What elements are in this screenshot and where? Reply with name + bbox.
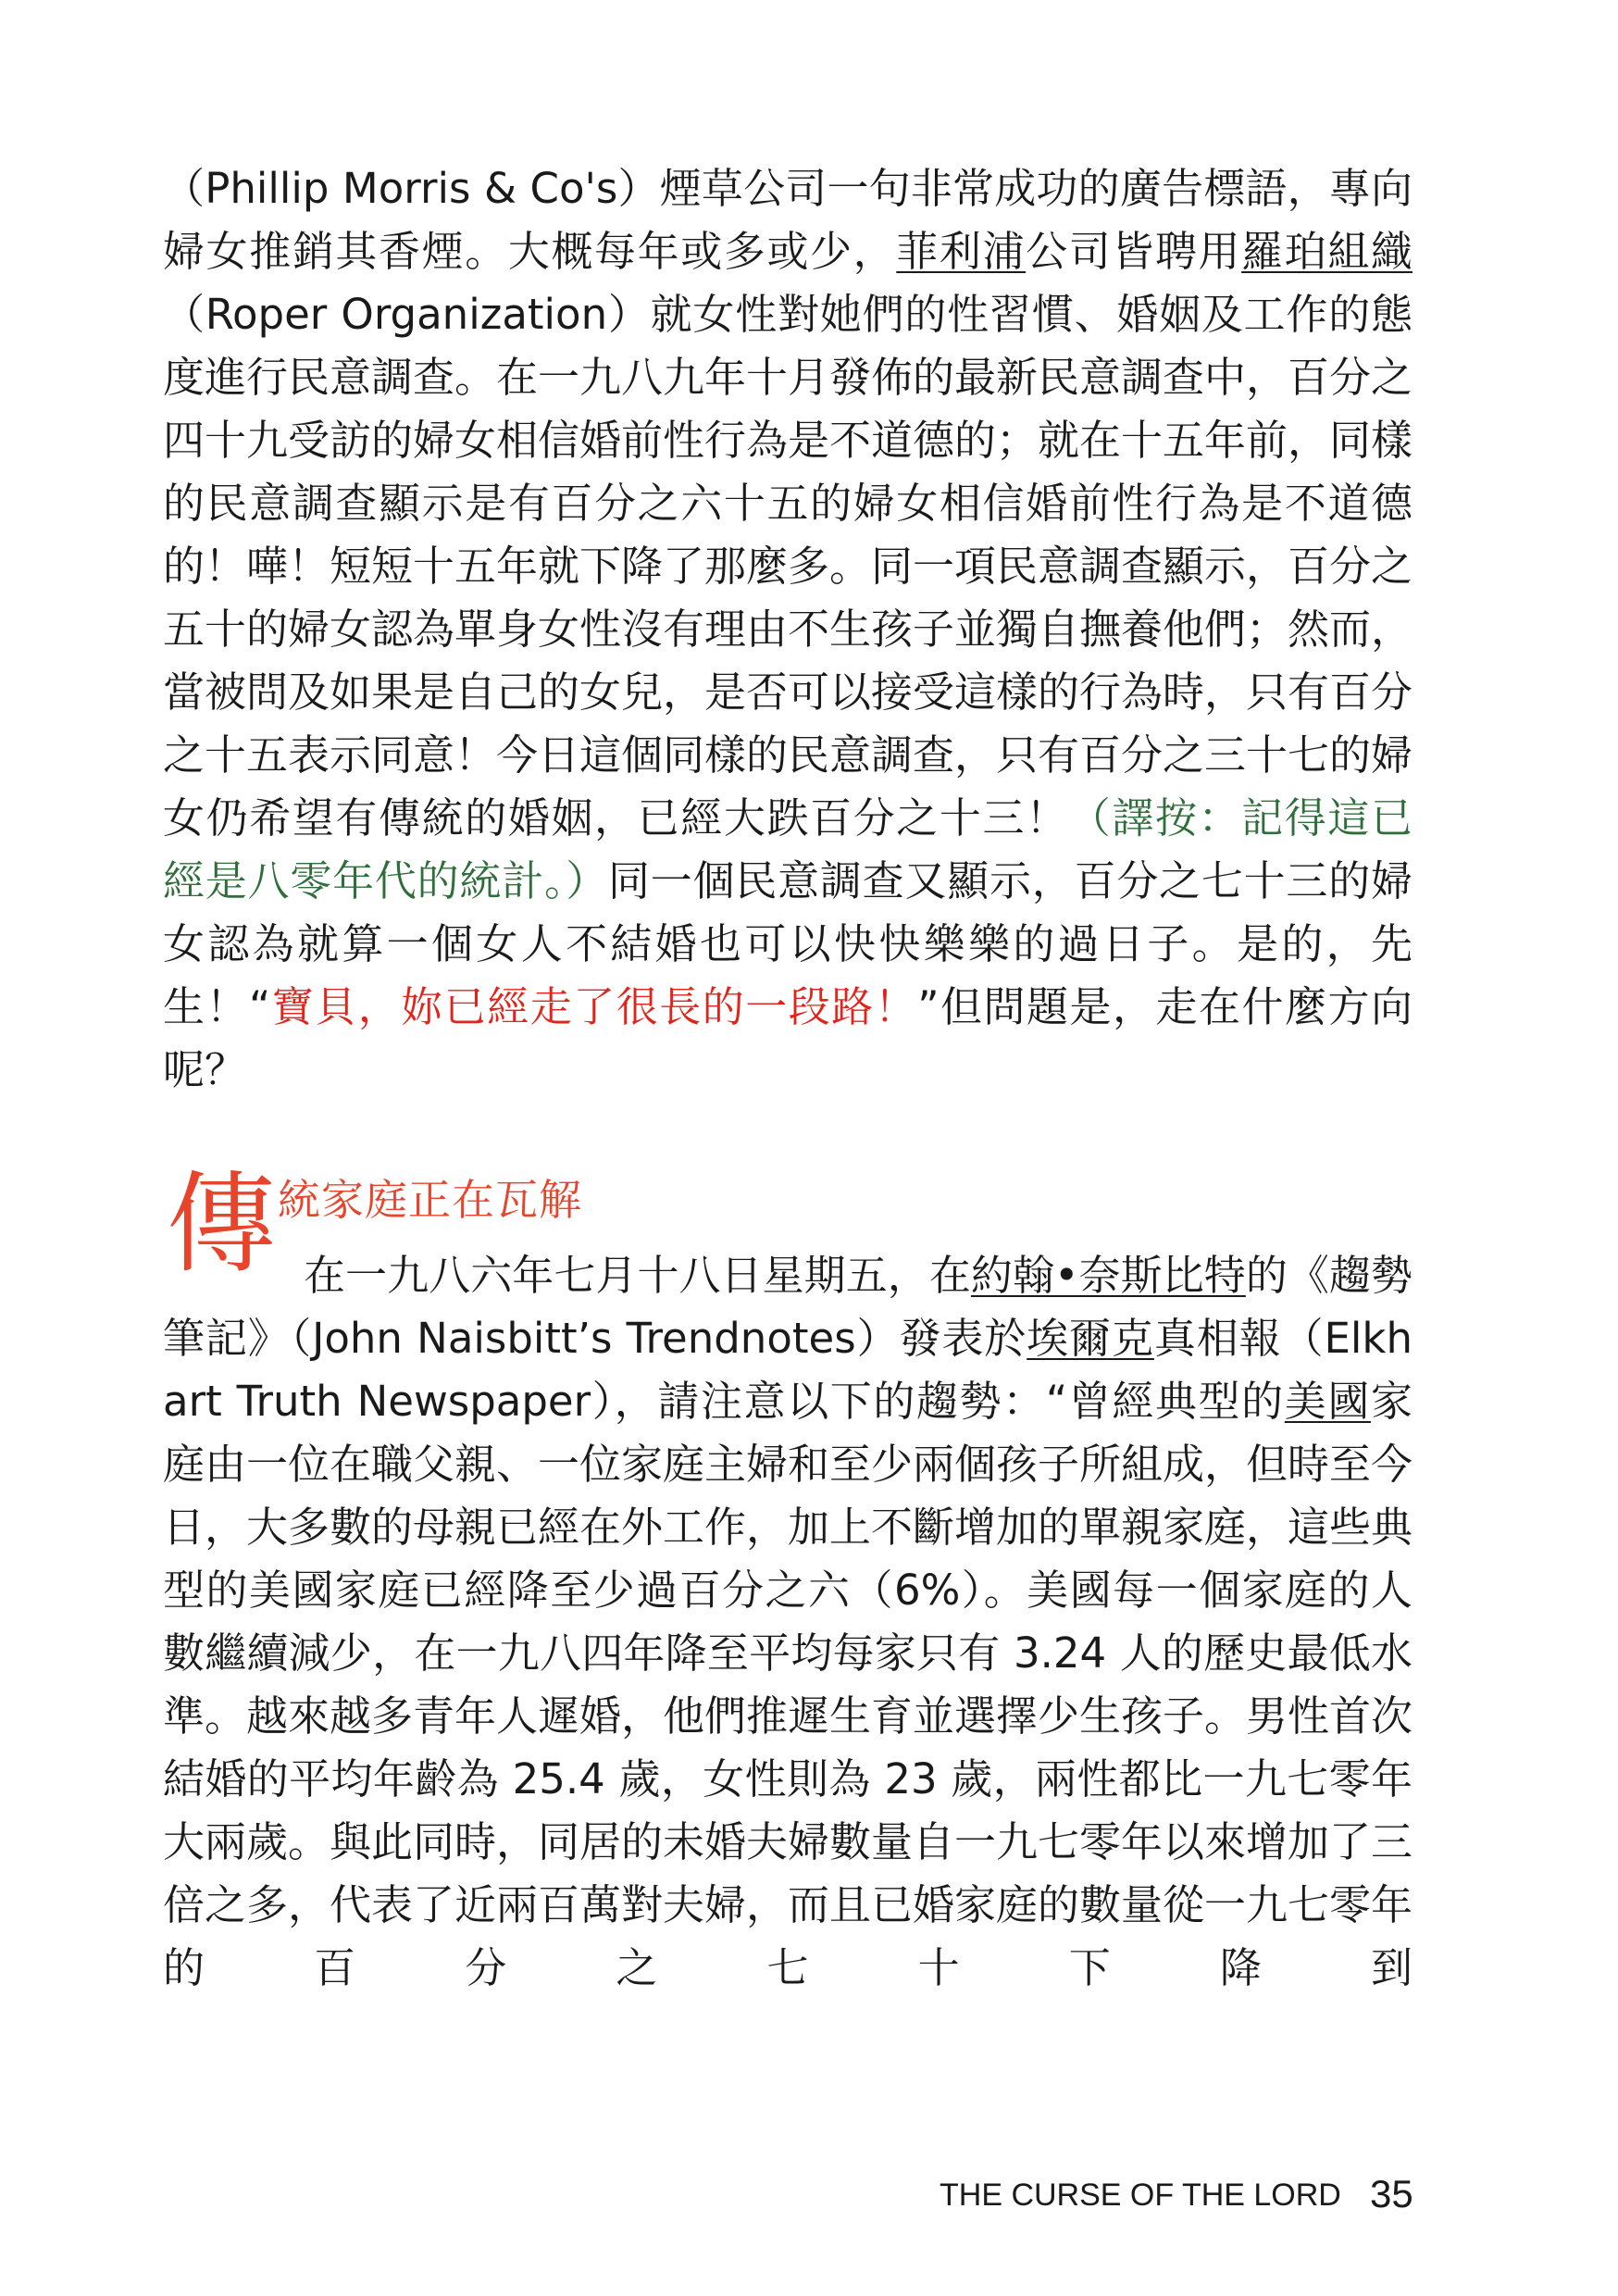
body-paragraph-1 bbox=[163, 157, 1413, 1102]
underlined-name: 埃爾克 bbox=[1027, 1314, 1154, 1363]
text-run: 真相報（Elkhart Truth Newspaper），請注意以下的趨勢：“曾經典型的 bbox=[163, 1314, 1413, 1426]
page-number: 35 bbox=[1370, 2172, 1413, 2215]
running-title: THE CURSE OF THE LORD bbox=[940, 2177, 1341, 2213]
text-run: 的《趨勢筆記》（John Naisbitt’s Trendnotes）發表於 bbox=[163, 1251, 1413, 1363]
text-run: 公司皆聘用 bbox=[1026, 227, 1242, 276]
text-run: 同一個民意調查又顯示，百分之七十三的婦女認為就算一個女人不結婚也可以快快樂樂的過日子。是的，先生！“ bbox=[163, 856, 1413, 1031]
text-run: （Roper Organization）就女性對她們的性習慣、婚姻及工作的態度進行民意調查。在一九八九年十月發佈的最新民意調查中，百分之四十九受訪的婦女相信婚前性行為是不道德的；就在十五年前，同樣的民意調查顯示是有百分之六十五的婦女相信婚前性行為是不道德的！嘩！短短十五年就下降了那麼多。同一項民意調查顯示，百分之五十的婦女認為單身女性沒有理由不生孩子並獨自撫養他們；然而，當被問及如果是自己的女兒，是否可以接受這樣的行為時，只有百分之十五表示同意！今日這個同樣的民意調查，只有百分之三十七的婦女仍希望有傳統的婚姻，已經大跌百分之十三！ bbox=[163, 290, 1413, 842]
body-paragraph-2 bbox=[163, 1244, 1413, 2000]
text-run: （Phillip Morris & Co's）煙草公司一句非常成功的廣告標語，專向婦女推銷其香煙。大概每年或多或少， bbox=[163, 164, 1413, 276]
underlined-name: 美國 bbox=[1284, 1377, 1371, 1426]
underlined-name: 菲利浦 bbox=[896, 227, 1027, 276]
underlined-name: 羅珀組織 bbox=[1241, 227, 1413, 276]
text-run: 家庭由一位在職父親、一位家庭主婦和至少兩個孩子所組成，但時至今日，大多數的母親已經在外工作，加上不斷增加的單親家庭，這些典型的美國家庭已經降至少過百分之六（6%）。美國每一個家庭的人數繼續減少，在一九八四年降至平均每家只有 3.24 人的歷史最低水準。越來越多青年人遲婚，他們推遲生育並選擇少生孩子。男性首次結婚的平均年齡為 25.4 歲，女性則為 23 歲，兩性都比一九七零年大兩歲。與此同時，同居的未婚夫婦數量自一九七零年以來增加了三倍之多，代表了近兩百萬對夫婦，而且已婚家庭的數量從一九七零年的百分之七十下降到 bbox=[163, 1377, 1413, 1992]
text-run: ”但問題是，走在什麼方向呢？ bbox=[163, 982, 1413, 1094]
heading-dropcap: 傳 bbox=[167, 1160, 277, 1288]
translator-note: （譯按：記得這已經是八零年代的統計。） bbox=[163, 793, 1413, 905]
highlighted-quote: 寶貝，妳已經走了很長的一段路！ bbox=[270, 982, 918, 1031]
text-run: 在一九八六年七月十八日星期五，在 bbox=[304, 1251, 971, 1300]
section-heading: 統家庭正在瓦解 bbox=[278, 1175, 582, 1225]
underlined-name: 約翰•奈斯比特 bbox=[970, 1251, 1246, 1300]
